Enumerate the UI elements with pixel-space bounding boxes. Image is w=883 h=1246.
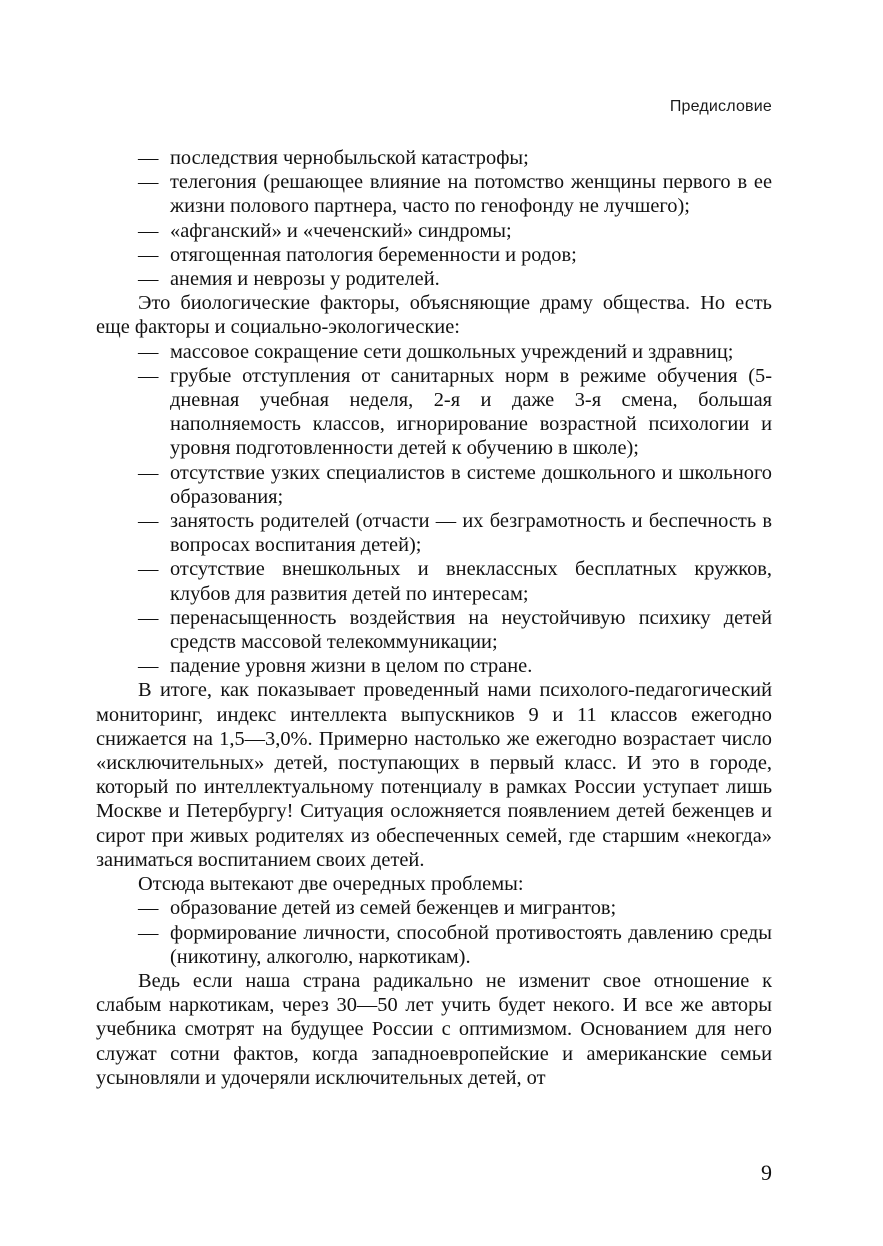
list-item: — телегония (решающее влияние на потомство женщины первого в ее жизни полового партнера, часто по генофонду не лучшего); bbox=[96, 170, 772, 218]
list-item: — грубые отступления от санитарных норм в режиме обучения (5-дневная учебная неделя, 2-я и даже 3-я смена, большая наполняемость классов, игнорирование возрастной психологии и уровня подготовленности детей к обучению в школе); bbox=[96, 364, 772, 461]
paragraph-optimism: Ведь если наша страна радикально не изменит свое отношение к слабым наркотикам, через 30—50 лет учить будет некого. И все же авторы учебника смотрят на будущее России с оптимизмом. Основанием для него служат сотни фактов, когда западноевропейские и американские семьи усыновляли и удочеряли исключительных детей, от bbox=[96, 969, 772, 1089]
list-item: — перенасыщенность воздействия на неустойчивую психику детей средств массовой телекоммуникации; bbox=[96, 606, 772, 654]
list-item: — анемия и неврозы у родителей. bbox=[96, 267, 772, 291]
social-factors-list bbox=[96, 340, 772, 679]
list-item: — отсутствие узких специалистов в системе дошкольного и школьного образования; bbox=[96, 461, 772, 509]
running-head: Предисловие bbox=[669, 98, 772, 115]
list-item: — падение уровня жизни в целом по стране. bbox=[96, 654, 772, 678]
biological-factors-list bbox=[96, 146, 772, 291]
body-text bbox=[96, 146, 772, 1090]
list-item: — формирование личности, способной противостоять давлению среды (никотину, алкоголю, наркотикам). bbox=[96, 921, 772, 969]
list-item: — отсутствие внешкольных и внеклассных бесплатных кружков, клубов для развития детей по интересам; bbox=[96, 557, 772, 605]
paragraph-factors-intro: Это биологические факторы, объясняющие драму общества. Но есть еще факторы и социально-экологические: bbox=[96, 292, 772, 339]
list-item: — занятость родителей (отчасти — их безграмотность и беспечность в вопросах воспитания детей); bbox=[96, 509, 772, 557]
list-item: — отягощенная патология беременности и родов; bbox=[96, 243, 772, 267]
problems-list bbox=[96, 896, 772, 969]
list-item: — «афганский» и «чеченский» синдромы; bbox=[96, 219, 772, 243]
paragraph-monitoring: В итоге, как показывает проведенный нами психолого-педагогический мониторинг, индекс интеллекта выпускников 9 и 11 классов ежегодно снижается на 1,5—3,0%. Примерно настолько же ежегодно возрастает число «исключительных» детей, поступающих в первый класс. И это в городе, который по интеллектуальному потенциалу в рамках России уступает лишь Москве и Петербургу! Ситуация осложняется появлением детей беженцев и сирот при живых родителях из обеспеченных семей, где старшим «некогда» заниматься воспитанием своих детей. bbox=[96, 679, 772, 871]
page-number: 9 bbox=[761, 1160, 772, 1185]
paragraph-problems-intro: Отсюда вытекают две очередных проблемы: bbox=[138, 873, 524, 896]
list-item: — последствия чернобыльской катастрофы; bbox=[96, 146, 772, 170]
list-item: — образование детей из семей беженцев и мигрантов; bbox=[96, 896, 772, 920]
list-item: — массовое сокращение сети дошкольных учреждений и здравниц; bbox=[96, 340, 772, 364]
